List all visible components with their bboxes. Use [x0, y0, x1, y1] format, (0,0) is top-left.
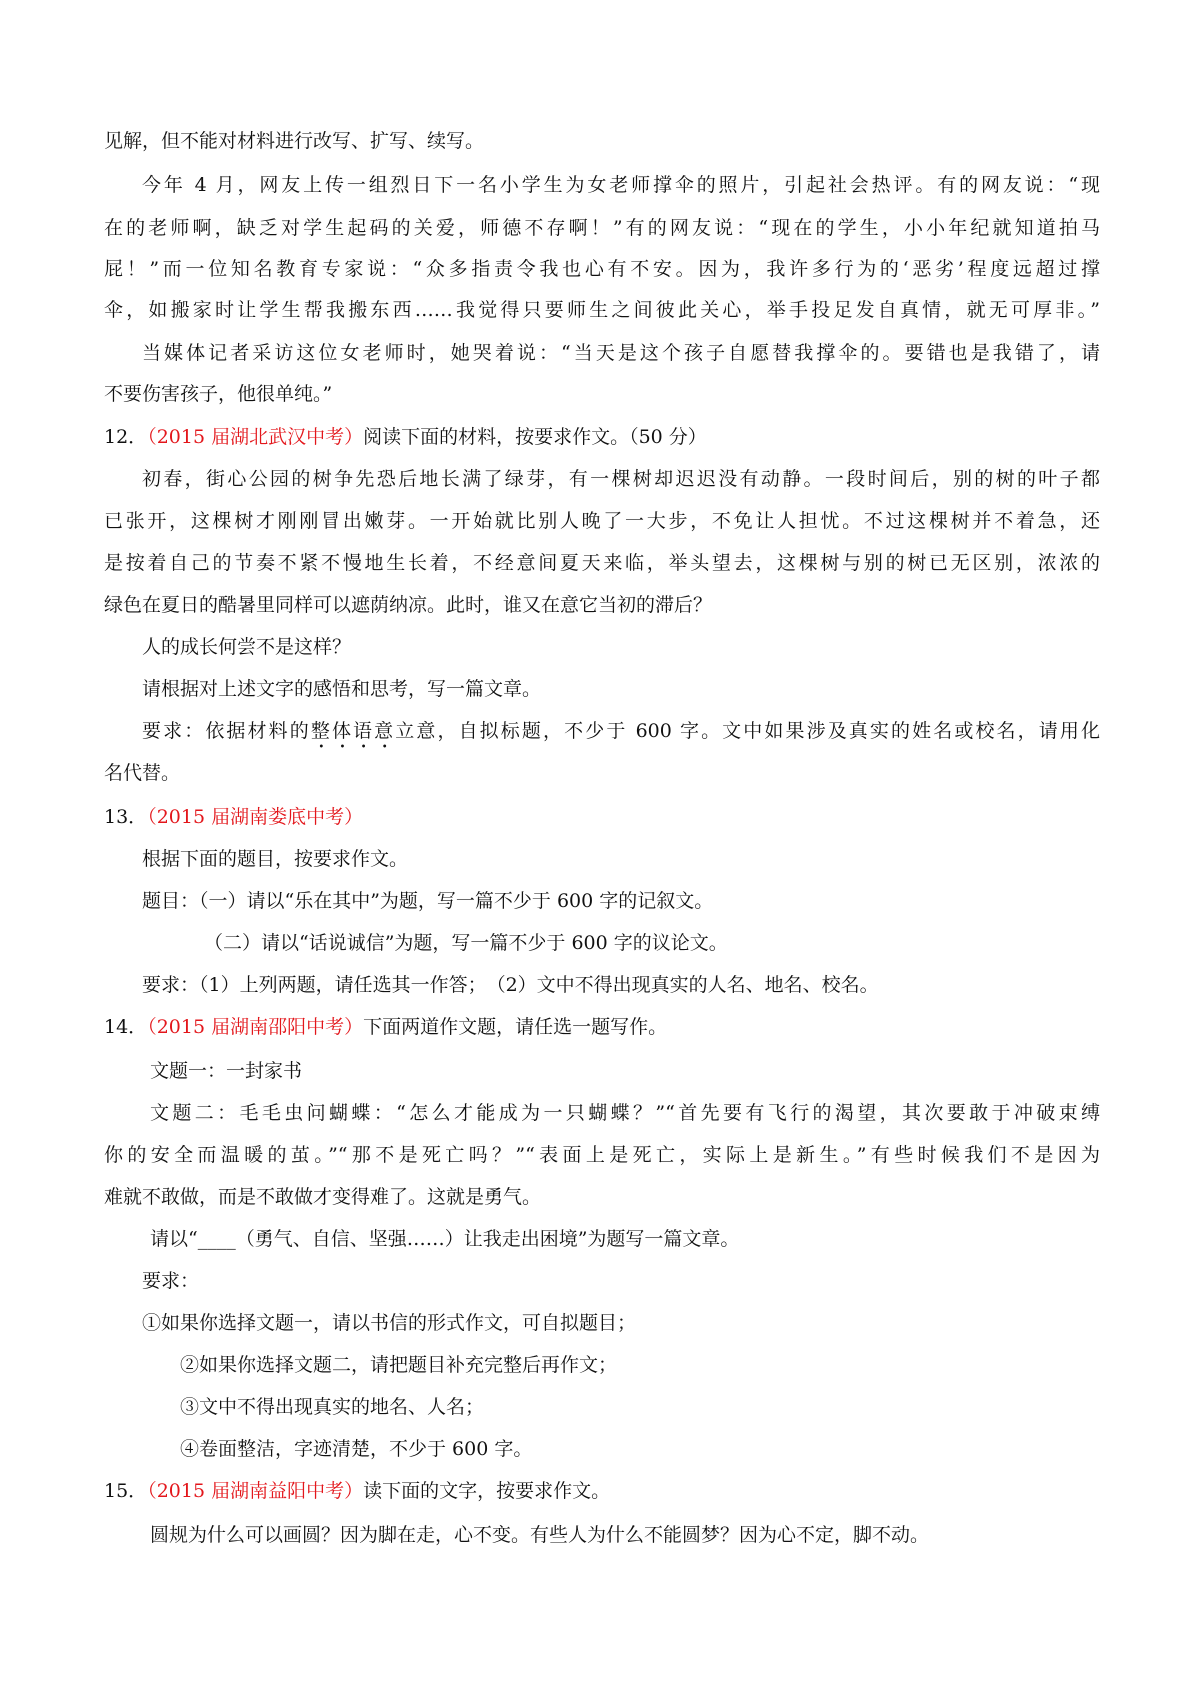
question-source: （2015 届湖南邵阳中考） [147, 1016, 364, 1038]
requirement-item: ④卷面整洁，字迹清楚，不少于 600 字。 [180, 1438, 533, 1460]
question-line: 题目：（一）请以“乐在其中”为题，写一篇不少于 600 字的记叙文。 [142, 890, 714, 912]
question-line: 初春，街心公园的树争先恐后地长满了绿芽，有一棵树却迟迟没有动静。一段时间后，别的树的叶子都 [142, 468, 1100, 490]
question-line: 是按着自己的节奏不紧不慢地生长着，不经意间夏天来临，举头望去，这棵树与别的树已无区别，浓浓的 [104, 552, 1100, 574]
question-number: 14． [104, 1016, 148, 1038]
question-source: （2015 届湖北武汉中考） [147, 426, 364, 448]
requirement-line: 名代替。 [104, 762, 181, 784]
question-prompt: 阅读下面的材料，按要求作文。（50 分） [363, 426, 707, 448]
question-number: 12． [104, 426, 148, 448]
question-heading [104, 1014, 667, 1040]
question-prompt: 下面两道作文题，请任选一题写作。 [363, 1016, 668, 1038]
question-line: 文题二：毛毛虫问蝴蝶：“怎么才能成为一只蝴蝶？”“首先要有飞行的渴望，其次要敢于冲破束缚 [150, 1102, 1100, 1124]
question-prompt: 读下面的文字，按要求作文。 [363, 1480, 611, 1502]
emphasis-text: 整体语意 [310, 720, 396, 742]
requirement-line: 要求：（1）上列两题，请任选其一作答； （2）文中不得出现真实的人名、地名、校名。 [142, 974, 879, 996]
question-line: 根据下面的题目，按要求作文。 [142, 848, 409, 870]
requirement-text: 要求：依据材料的 [142, 720, 311, 742]
material-line: 不要伤害孩子，他很单纯。” [104, 383, 333, 405]
question-line: 你的安全而温暖的茧。”“那不是死亡吗？”“表面上是死亡，实际上是新生。”有些时候我们不是因为 [104, 1144, 1100, 1166]
requirement-text: 立意，自拟标题，不少于 600 字。文中如果涉及真实的姓名或校名，请用化 [395, 720, 1100, 742]
requirement-line [142, 718, 1100, 753]
material-line: 伞，如搬家时让学生帮我搬东西……我觉得只要师生之间彼此关心，举手投足发自真情，就无可厚非。” [104, 299, 1100, 321]
question-line: 文题一：一封家书 [150, 1060, 303, 1082]
question-heading [104, 804, 363, 830]
question-heading [104, 1478, 610, 1504]
requirement-label: 要求： [142, 1270, 200, 1292]
requirement-item: ②如果你选择文题二，请把题目补充完整后再作文； [180, 1354, 618, 1376]
question-source: （2015 届湖南娄底中考） [147, 806, 364, 828]
material-line: 在的老师啊，缺乏对学生起码的关爱，师德不存啊！”有的网友说：“现在的学生，小小年纪就知道拍马 [104, 217, 1100, 239]
question-number: 13． [104, 806, 148, 828]
question-line: 人的成长何尝不是这样？ [142, 636, 352, 658]
question-line: 已张开，这棵树才刚刚冒出嫩芽。一开始就比别人晚了一大步，不免让人担忧。不过这棵树并不着急，还 [104, 510, 1100, 532]
question-line: （二）请以“话说诚信”为题，写一篇不少于 600 字的议论文。 [204, 932, 728, 954]
question-source: （2015 届湖南益阳中考） [147, 1480, 364, 1502]
question-line: 绿色在夏日的酷暑里同样可以遮荫纳凉。此时，谁又在意它当初的滞后？ [104, 594, 713, 616]
question-line: 请根据对上述文字的感悟和思考，写一篇文章。 [142, 678, 542, 700]
material-line: 屁！”而一位知名教育专家说：“众多指责令我也心有不安。因为，我许多行为的‘恶劣’程度远超过撑 [104, 258, 1100, 280]
question-number: 15． [104, 1480, 148, 1502]
requirement-item: ①如果你选择文题一，请以书信的形式作文，可自拟题目； [142, 1312, 637, 1334]
question-line: 请以“____（勇气、自信、坚强……）让我走出困境”为题写一篇文章。 [150, 1228, 740, 1250]
requirement-item: ③文中不得出现真实的地名、人名； [180, 1396, 485, 1418]
material-line: 当媒体记者采访这位女老师时，她哭着说：“当天是这个孩子自愿替我撑伞的。要错也是我错了，请 [142, 342, 1100, 364]
question-line: 难就不敢做，而是不敢做才变得难了。这就是勇气。 [104, 1186, 542, 1208]
question-heading [104, 424, 707, 450]
intro-line-end: 见解，但不能对材料进行改写、扩写、续写。 [104, 130, 485, 152]
question-line: 圆规为什么可以画圆？因为脚在走，心不变。有些人为什么不能圆梦？因为心不定，脚不动。 [150, 1524, 930, 1546]
material-line: 今年 4 月，网友上传一组烈日下一名小学生为女老师撑伞的照片，引起社会热评。有的网友说：“现 [142, 174, 1100, 196]
